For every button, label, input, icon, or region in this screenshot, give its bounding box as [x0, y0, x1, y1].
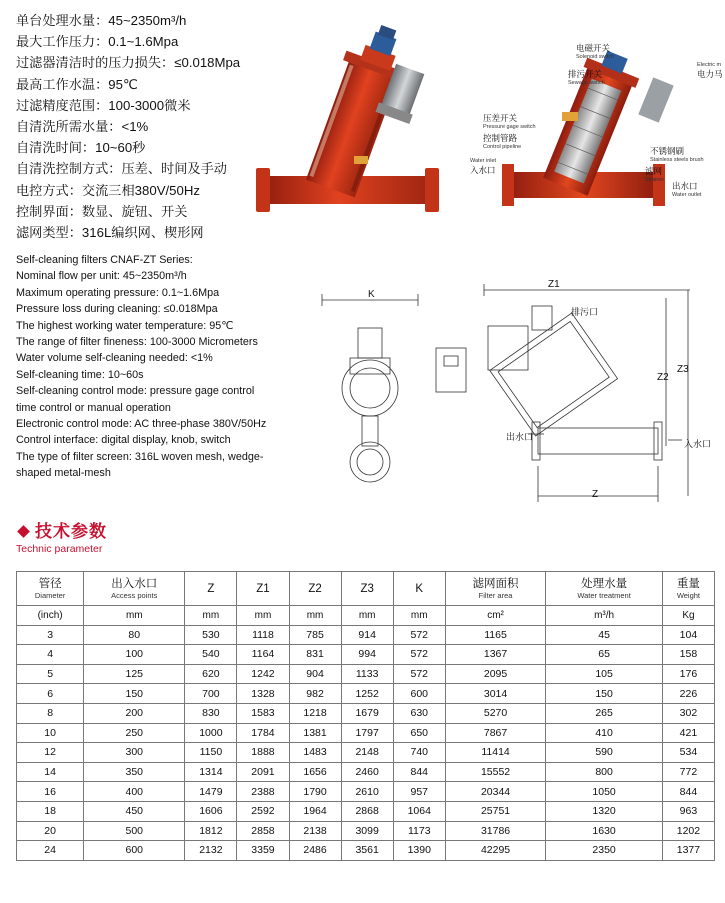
unit-cell: mm	[289, 606, 341, 626]
unit-cell: m³/h	[546, 606, 663, 626]
table-cell: 994	[341, 645, 393, 665]
label-pressure-switch: 压差开关 Pressure gage switch	[483, 113, 536, 130]
table-cell: 226	[662, 684, 714, 704]
header-cell: Z	[185, 572, 237, 606]
table-cell: 105	[546, 664, 663, 684]
table-row	[17, 743, 715, 763]
section-title: 技术参数 Technic parameter	[16, 522, 107, 555]
table-cell: 650	[393, 723, 445, 743]
cn-spec-line: 单台处理水量：45~2350m³/h	[16, 13, 187, 28]
table-cell: 963	[662, 801, 714, 821]
table-cell: 2350	[546, 841, 663, 861]
unit-cell: mm	[341, 606, 393, 626]
table-cell: 410	[546, 723, 663, 743]
en-spec-line: Nominal flow per unit: 45~2350m³/h	[16, 270, 187, 283]
table-cell: 10	[17, 723, 84, 743]
table-cell: 1328	[237, 684, 289, 704]
table-cell: 25751	[445, 801, 546, 821]
table-cell: 831	[289, 645, 341, 665]
dim-z3: Z3	[677, 364, 689, 375]
unit-cell: cm²	[445, 606, 546, 626]
en-spec-line: time control or manual operation	[16, 401, 171, 414]
table-cell: 400	[84, 782, 185, 802]
table-row	[17, 762, 715, 782]
table-cell: 1784	[237, 723, 289, 743]
label-water-inlet: Water inlet 入水口	[470, 158, 497, 175]
table-cell: 572	[393, 645, 445, 665]
cn-spec-line: 过滤精度范围：100-3000微米	[16, 97, 191, 113]
table-cell: 904	[289, 664, 341, 684]
unit-cell: Kg	[662, 606, 714, 626]
label-solenoid-switch: 电磁开关 Solenoid switch	[576, 43, 615, 60]
table-cell: 914	[341, 625, 393, 645]
table-cell: 1133	[341, 664, 393, 684]
table-cell: 1483	[289, 743, 341, 763]
table-cell: 1630	[546, 821, 663, 841]
table-row	[17, 841, 715, 861]
table-cell: 2858	[237, 821, 289, 841]
table-cell: 2460	[341, 762, 393, 782]
table-cell: 1150	[185, 743, 237, 763]
table-cell: 104	[662, 625, 714, 645]
en-spec-line: Pressure loss during cleaning: ≤0.018Mpa	[16, 303, 218, 316]
table-cell: 1367	[445, 645, 546, 665]
table-cell: 2091	[237, 762, 289, 782]
table-cell: 540	[185, 645, 237, 665]
table-cell: 2388	[237, 782, 289, 802]
table-cell: 1606	[185, 801, 237, 821]
table-cell: 1888	[237, 743, 289, 763]
table-cell: 1320	[546, 801, 663, 821]
en-spec-line: Control interface: digital display, knob, switch	[16, 434, 231, 447]
table-cell: 5	[17, 664, 84, 684]
cn-spec-line: 最大工作压力：0.1~1.6Mpa	[16, 34, 179, 50]
table-cell: 1314	[185, 762, 237, 782]
table-cell: 15552	[445, 762, 546, 782]
unit-cell: mm	[237, 606, 289, 626]
table-cell: 158	[662, 645, 714, 665]
en-spec-line: Self-cleaning time: 10~60s	[16, 368, 144, 381]
table-cell: 600	[393, 684, 445, 704]
table-cell: 2148	[341, 743, 393, 763]
table-cell: 18	[17, 801, 84, 821]
label-inlet: 入水口	[684, 439, 712, 449]
header-cell: 重量 Weight	[662, 572, 714, 606]
table-cell: 80	[84, 625, 185, 645]
unit-cell: mm	[185, 606, 237, 626]
table-cell: 125	[84, 664, 185, 684]
header-cell: 管径 Diameter	[17, 572, 84, 606]
en-spec-line: The type of filter screen: 316L woven mesh, wedge-	[16, 450, 264, 463]
table-row	[17, 801, 715, 821]
table-cell: 350	[84, 762, 185, 782]
table-cell: 1165	[445, 625, 546, 645]
dim-z2: Z2	[657, 372, 669, 383]
cn-spec-line: 自清洗所需水量：<1%	[16, 119, 149, 135]
table-cell: 8	[17, 703, 84, 723]
table-cell: 421	[662, 723, 714, 743]
header-cell: Z3	[341, 572, 393, 606]
table-row	[17, 664, 715, 684]
en-spec-line: shaped metal-mesh	[16, 467, 111, 480]
table-cell: 31786	[445, 821, 546, 841]
table-cell: 200	[84, 703, 185, 723]
table-cell: 2868	[341, 801, 393, 821]
en-spec-line: The range of filter fineness: 100-3000 Micrometers	[16, 336, 258, 349]
table-cell: 16	[17, 782, 84, 802]
label-outlet: 出水口	[506, 432, 534, 442]
english-specs	[16, 252, 316, 482]
table-cell: 800	[546, 762, 663, 782]
table-cell: 2592	[237, 801, 289, 821]
table-cell: 65	[546, 645, 663, 665]
label-strainer: 滤网 Strainer	[645, 166, 665, 183]
dim-z: Z	[592, 489, 599, 500]
table-cell: 20344	[445, 782, 546, 802]
table-cell: 530	[185, 625, 237, 645]
table-cell: 1390	[393, 841, 445, 861]
table-cell: 1790	[289, 782, 341, 802]
table-cell: 5270	[445, 703, 546, 723]
table-cell: 1679	[341, 703, 393, 723]
table-cell: 6	[17, 684, 84, 704]
header-cell: 滤网面积 Filter area	[445, 572, 546, 606]
table-row	[17, 782, 715, 802]
label-drain-outlet: 排污口	[571, 307, 599, 317]
filter-product-image	[248, 8, 468, 223]
label-control-pipeline: 控制管路 Control pipeline	[483, 133, 522, 150]
label-water-outlet: 出水口 Water outlet	[672, 181, 702, 198]
header-cell: 出入水口 Access points	[84, 572, 185, 606]
table-cell: 1377	[662, 841, 714, 861]
table-cell: 450	[84, 801, 185, 821]
technical-drawing	[318, 270, 725, 508]
dim-z1: Z1	[548, 279, 560, 290]
table-cell: 4	[17, 645, 84, 665]
parameter-table	[16, 571, 715, 861]
unit-cell: mm	[393, 606, 445, 626]
table-cell: 957	[393, 782, 445, 802]
table-body	[17, 625, 715, 860]
cn-spec-line: 最高工作水温：95℃	[16, 76, 138, 92]
unit-cell: (inch)	[17, 606, 84, 626]
table-cell: 7867	[445, 723, 546, 743]
table-cell: 982	[289, 684, 341, 704]
table-header-row	[17, 572, 715, 606]
table-cell: 265	[546, 703, 663, 723]
table-cell: 3099	[341, 821, 393, 841]
cn-spec-line: 滤网类型：316L编织网、楔形网	[16, 225, 204, 241]
table-cell: 1050	[546, 782, 663, 802]
table-cell: 534	[662, 743, 714, 763]
table-cell: 1218	[289, 703, 341, 723]
table-cell: 250	[84, 723, 185, 743]
header-cell: Z2	[289, 572, 341, 606]
en-spec-line: Electronic control mode: AC three-phase 380V/50Hz	[16, 418, 267, 431]
table-cell: 1812	[185, 821, 237, 841]
cn-spec-line: 过滤器清洁时的压力损失：≤0.018Mpa	[16, 55, 241, 71]
table-row	[17, 625, 715, 645]
table-cell: 600	[84, 841, 185, 861]
table-cell: 1583	[237, 703, 289, 723]
table-cell: 1118	[237, 625, 289, 645]
table-cell: 785	[289, 625, 341, 645]
table-cell: 42295	[445, 841, 546, 861]
table-cell: 3561	[341, 841, 393, 861]
table-cell: 20	[17, 821, 84, 841]
table-row	[17, 723, 715, 743]
table-cell: 500	[84, 821, 185, 841]
table-cell: 1164	[237, 645, 289, 665]
table-cell: 1479	[185, 782, 237, 802]
chinese-specs	[16, 10, 266, 243]
table-cell: 14	[17, 762, 84, 782]
en-spec-line: Self-cleaning filters CNAF-ZT Series:	[16, 254, 193, 266]
table-cell: 844	[662, 782, 714, 802]
header-cell: 处理水量 Water treatment	[546, 572, 663, 606]
table-cell: 1064	[393, 801, 445, 821]
table-cell: 772	[662, 762, 714, 782]
table-cell: 11414	[445, 743, 546, 763]
table-cell: 3	[17, 625, 84, 645]
table-cell: 830	[185, 703, 237, 723]
table-row	[17, 684, 715, 704]
header-cell: Z1	[237, 572, 289, 606]
table-cell: 2486	[289, 841, 341, 861]
cn-spec-line: 自清洗时间：10~60秒	[16, 140, 146, 156]
table-row	[17, 703, 715, 723]
table-cell: 300	[84, 743, 185, 763]
table-cell: 572	[393, 625, 445, 645]
table-cell: 1964	[289, 801, 341, 821]
table-cell: 24	[17, 841, 84, 861]
table-cell: 620	[185, 664, 237, 684]
table-cell: 2132	[185, 841, 237, 861]
table-cell: 2610	[341, 782, 393, 802]
table-cell: 740	[393, 743, 445, 763]
label-stainless-brush: 不锈钢刷 Stainless steels brush	[650, 146, 704, 163]
dim-k: K	[368, 289, 375, 300]
header-cell: K	[393, 572, 445, 606]
label-electric-motor: Electric m 电力马	[697, 62, 723, 79]
table-cell: 12	[17, 743, 84, 763]
table-cell: 572	[393, 664, 445, 684]
table-cell: 1000	[185, 723, 237, 743]
en-spec-line: Water volume self-cleaning needed: <1%	[16, 352, 213, 365]
table-cell: 590	[546, 743, 663, 763]
cn-spec-line: 自清洗控制方式：压差、时间及手动	[16, 161, 227, 177]
table-cell: 176	[662, 664, 714, 684]
table-cell: 844	[393, 762, 445, 782]
cn-spec-line: 控制界面：数显、旋钮、开关	[16, 203, 188, 219]
table-cell: 1202	[662, 821, 714, 841]
table-cell: 302	[662, 703, 714, 723]
label-sewage-switch: 排污开关 Sewage switch	[568, 69, 605, 86]
table-cell: 1656	[289, 762, 341, 782]
table-row	[17, 821, 715, 841]
table-cell: 1797	[341, 723, 393, 743]
table-row	[17, 645, 715, 665]
diamond-bullet-icon	[17, 525, 30, 538]
table-cell: 1381	[289, 723, 341, 743]
table-cell: 700	[185, 684, 237, 704]
table-cell: 45	[546, 625, 663, 645]
table-cell: 3359	[237, 841, 289, 861]
en-spec-line: The highest working water temperature: 95℃	[16, 319, 234, 332]
unit-cell: mm	[84, 606, 185, 626]
en-spec-line: Self-cleaning control mode: pressure gage control	[16, 385, 255, 398]
table-cell: 1252	[341, 684, 393, 704]
table-cell: 630	[393, 703, 445, 723]
table-cell: 150	[546, 684, 663, 704]
table-units-row	[17, 606, 715, 626]
table-cell: 100	[84, 645, 185, 665]
en-spec-line: Maximum operating pressure: 0.1~1.6Mpa	[16, 286, 220, 299]
table-cell: 2095	[445, 664, 546, 684]
table-cell: 2138	[289, 821, 341, 841]
table-cell: 1173	[393, 821, 445, 841]
cn-spec-line: 电控方式：交流三相380V/50Hz	[16, 182, 200, 198]
table-cell: 3014	[445, 684, 546, 704]
table-cell: 150	[84, 684, 185, 704]
table-cell: 1242	[237, 664, 289, 684]
